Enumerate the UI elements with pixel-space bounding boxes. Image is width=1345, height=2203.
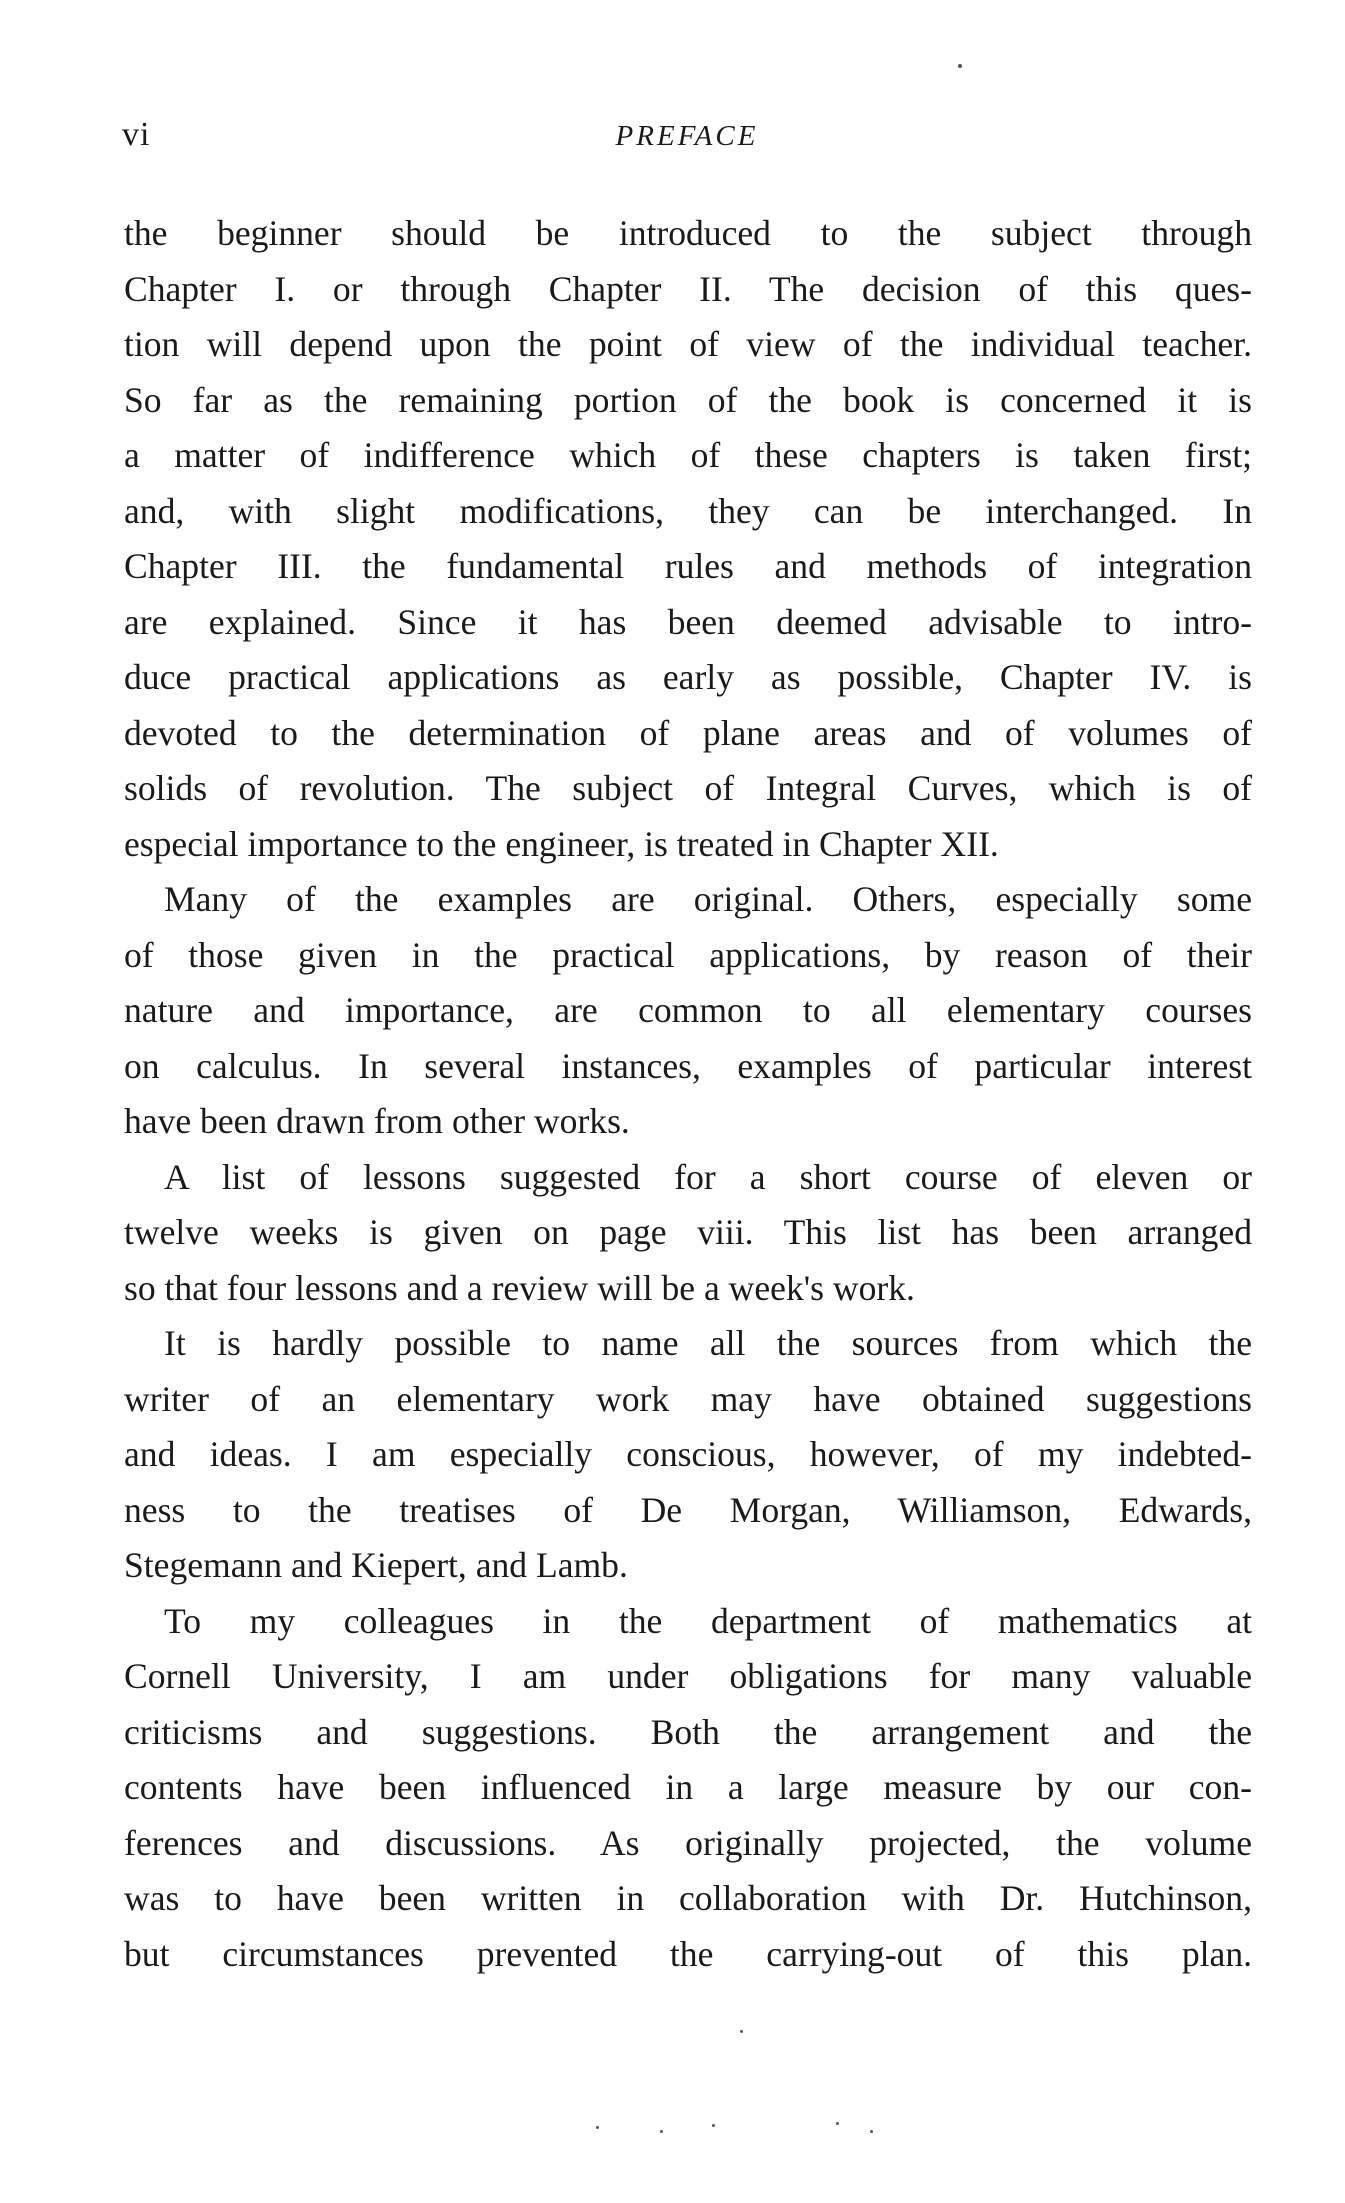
body-text — [124, 206, 1252, 1982]
text-line: so that four lessons and a review will be a week's work. — [124, 1267, 915, 1308]
scan-speck — [660, 2130, 663, 2133]
text-line: duce practical applications as early as possible, Chapter IV. is — [124, 657, 1252, 697]
text-line: on calculus. In several instances, examples of particular interest — [124, 1045, 1252, 1086]
text-line: writer of an elementary work may have obtained suggestions — [124, 1378, 1252, 1419]
text-line: Chapter I. or through Chapter II. The decision of this ques- — [124, 268, 1252, 309]
page-header — [122, 116, 1252, 176]
paragraph — [124, 206, 1252, 872]
text-line: devoted to the determination of plane areas and of volumes of — [124, 712, 1252, 753]
text-line: Chapter III. the fundamental rules and methods of integration — [124, 546, 1252, 586]
text-line: Many of the examples are original. Others, especially some — [164, 879, 1252, 919]
scan-speck — [740, 2030, 743, 2033]
text-line: a matter of indifference which of these chapters is taken first; — [124, 435, 1252, 475]
text-line: and ideas. I am especially conscious, however, of my indebted- — [124, 1434, 1252, 1474]
text-line: criticisms and suggestions. Both the arrangement and the — [124, 1711, 1252, 1752]
text-line: are explained. Since it has been deemed advisable to intro- — [124, 601, 1252, 642]
text-line: ferences and discussions. As originally projected, the volume — [124, 1822, 1252, 1863]
text-line: was to have been written in collaboration with Dr. Hutchinson, — [124, 1878, 1252, 1918]
text-line: ness to the treatises of De Morgan, Williamson, Edwards, — [124, 1489, 1252, 1530]
text-line: contents have been influenced in a large measure by our con- — [124, 1767, 1252, 1807]
text-line: twelve weeks is given on page viii. This list has been arranged — [124, 1212, 1252, 1252]
scan-speck — [596, 2126, 599, 2129]
text-line: nature and importance, are common to all elementary courses — [124, 990, 1252, 1030]
scan-speck — [712, 2124, 715, 2127]
running-head: PREFACE — [615, 120, 759, 152]
text-line: tion will depend upon the point of view of the individual teacher. — [124, 324, 1252, 364]
text-line: of those given in the practical applications, by reason of their — [124, 934, 1252, 975]
text-line: the beginner should be introduced to the subject through — [124, 213, 1252, 253]
paragraph — [124, 1150, 1252, 1317]
text-line: So far as the remaining portion of the book is concerned it is — [124, 379, 1252, 420]
text-line: but circumstances prevented the carrying-out of this plan. — [124, 1933, 1252, 1974]
text-line: Stegemann and Kiepert, and Lamb. — [124, 1545, 628, 1585]
text-line: and, with slight modifications, they can be interchanged. In — [124, 490, 1252, 531]
scan-speck — [958, 64, 962, 68]
text-line: To my colleagues in the department of mathematics at — [164, 1600, 1252, 1641]
text-line: have been drawn from other works. — [124, 1101, 630, 1141]
text-line: It is hardly possible to name all the sources from which the — [164, 1323, 1252, 1363]
paragraph — [124, 1594, 1252, 1983]
scan-speck — [836, 2122, 839, 2125]
text-line: Cornell University, I am under obligations for many valuable — [124, 1656, 1252, 1696]
scan-speck — [870, 2130, 873, 2133]
text-line: A list of lessons suggested for a short course of eleven or — [164, 1156, 1252, 1197]
paragraph — [124, 872, 1252, 1150]
text-line: solids of revolution. The subject of Integral Curves, which is of — [124, 768, 1252, 808]
text-line: especial importance to the engineer, is treated in Chapter XII. — [124, 823, 999, 864]
paragraph — [124, 1316, 1252, 1594]
page-number: vi — [122, 116, 151, 153]
